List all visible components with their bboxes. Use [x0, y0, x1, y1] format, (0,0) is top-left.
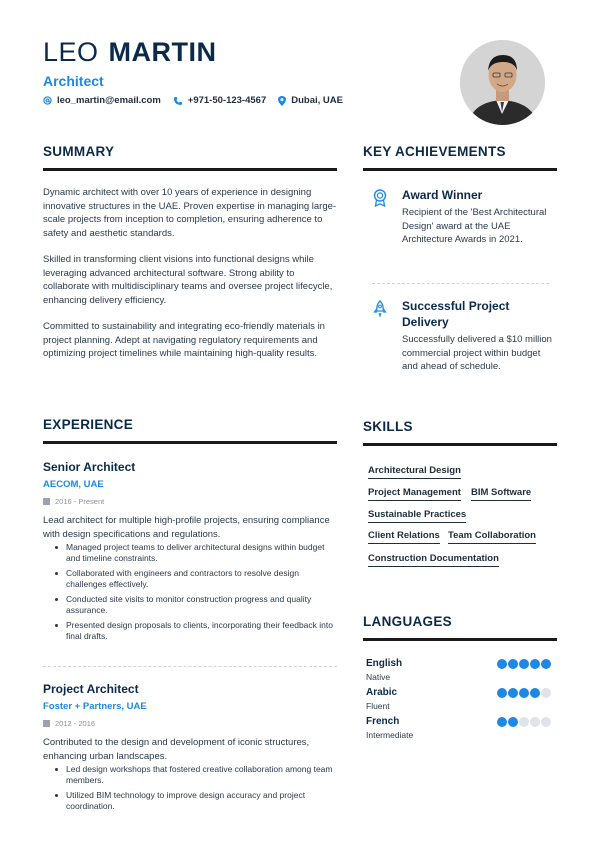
- job-company: Foster + Partners, UAE: [43, 701, 147, 712]
- job-title: Senior Architect: [43, 460, 136, 474]
- summary-paragraph-1: Dynamic architect with over 10 years of experience in designing innovative structures in the UAE. Proven expertise in managing large-scale projects from inception to completion, ensuring adherence to safety and aesthetic standards.: [43, 187, 337, 239]
- location-text: Dubai, UAE: [291, 95, 343, 106]
- summary-paragraph-3: Committed to sustainability and integrating eco-friendly materials in project planning. Adept at navigating regulatory requirements and optimizing project timelines while maintaining high-quality results.: [43, 321, 325, 359]
- summary-rule: [43, 168, 337, 171]
- skill-tag: Architectural Design: [368, 465, 461, 479]
- achievement-description: Successfully delivered a $10 million commercial project within budget and ahead of schedule.: [402, 334, 552, 372]
- rating-dot-empty: [530, 717, 540, 727]
- language-name: French: [366, 716, 400, 727]
- skills-heading: SKILLS: [363, 419, 413, 434]
- summary-paragraph-2: Skilled in transforming client visions into functional designs while leveraging advanced architectural software. Strong ability to collaborate with multidisciplinary teams and oversee project lifecycle, enhancing delivery efficiency.: [43, 254, 333, 306]
- rating-dot-filled: [530, 659, 540, 669]
- rocket-icon: [372, 300, 388, 318]
- at-icon: [43, 96, 52, 105]
- skill-tag: Sustainable Practices: [368, 509, 466, 523]
- experience-heading: EXPERIENCE: [43, 417, 134, 432]
- achievement-title: Successful Project Delivery: [402, 299, 510, 329]
- rating-dot-filled: [497, 659, 507, 669]
- contact-phone[interactable]: [173, 95, 266, 106]
- languages-rule: [363, 638, 557, 641]
- calendar-icon: [43, 720, 50, 727]
- achievements-heading: KEY ACHIEVEMENTS: [363, 144, 506, 159]
- rating-dot-empty: [541, 717, 551, 727]
- language-level: Fluent: [366, 701, 390, 711]
- candidate-name: [43, 36, 217, 68]
- language-name: Arabic: [366, 687, 398, 698]
- language-rating: [497, 717, 552, 727]
- language-rating: [497, 659, 552, 669]
- job-summary: Contributed to the design and development of iconic structures, enhancing urban landscapes.: [43, 737, 310, 762]
- skill-tag: Construction Documentation: [368, 553, 499, 567]
- skill-tag: Project Management: [368, 487, 461, 501]
- profile-photo: [460, 40, 545, 125]
- job-role: Architect: [43, 73, 104, 89]
- skills-rule: [363, 443, 557, 446]
- rating-dot-filled: [508, 688, 518, 698]
- list-item: Managed project teams to deliver architectural designs within budget and timeline constraints.: [55, 542, 337, 564]
- rating-dot-empty: [519, 717, 529, 727]
- language-rating: [497, 688, 552, 698]
- rating-dot-filled: [497, 717, 507, 727]
- job-dates-text: 2016 - Present: [55, 497, 105, 506]
- location-pin-icon: [278, 96, 286, 106]
- rating-dot-filled: [519, 659, 529, 669]
- achievement-item: [372, 187, 557, 267]
- phone-icon: [173, 96, 183, 106]
- skill-tag: BIM Software: [471, 487, 531, 501]
- experience-rule: [43, 441, 337, 444]
- job-title: Project Architect: [43, 682, 139, 696]
- rating-dot-filled: [530, 688, 540, 698]
- job-dates-text: 2012 - 2016: [55, 719, 96, 728]
- list-item: Led design workshops that fostered creative collaboration among team members.: [55, 764, 337, 786]
- rating-dot-filled: [508, 659, 518, 669]
- language-level: Native: [366, 672, 391, 682]
- calendar-icon: [43, 498, 50, 505]
- experience-divider: [43, 666, 337, 667]
- list-item: Utilized BIM technology to improve design accuracy and project coordination.: [55, 790, 337, 812]
- rating-dot-filled: [497, 688, 507, 698]
- rating-dot-empty: [541, 688, 551, 698]
- job-company: AECOM, UAE: [43, 479, 104, 490]
- languages-heading: LANGUAGES: [363, 614, 452, 629]
- achievement-title: Award Winner: [402, 188, 483, 202]
- achievement-description: Recipient of the 'Best Architectural Design' award at the UAE Architecture Awards in 2021.: [402, 207, 547, 245]
- contact-email[interactable]: [43, 95, 161, 106]
- job-dates: [43, 719, 95, 728]
- contact-location: [278, 95, 343, 106]
- achievement-divider: [372, 283, 549, 284]
- job-bullet-list: [55, 542, 337, 646]
- achievement-item: [372, 298, 557, 378]
- list-item: Conducted site visits to monitor construction progress and quality assurance.: [55, 594, 337, 616]
- phone-text: +971-50-123-4567: [187, 95, 267, 106]
- skill-tag: Client Relations: [368, 530, 440, 544]
- rating-dot-filled: [508, 717, 518, 727]
- skill-tag: Team Collaboration: [448, 530, 536, 544]
- last-name: MARTIN: [108, 37, 217, 67]
- first-name: LEO: [43, 37, 99, 67]
- job-bullet-list: [55, 764, 337, 816]
- achievements-rule: [363, 168, 557, 171]
- list-item: Collaborated with engineers and contractors to resolve design challenges effectively.: [55, 568, 337, 590]
- contact-bar: [43, 95, 355, 106]
- email-text: leo_martin@email.com: [57, 95, 161, 106]
- rating-dot-filled: [541, 659, 551, 669]
- language-level: Intermediate: [366, 730, 414, 740]
- summary-heading: SUMMARY: [43, 144, 115, 159]
- list-item: Presented design proposals to clients, incorporating their feedback into final drafts.: [55, 620, 337, 642]
- job-dates: [43, 497, 104, 506]
- rating-dot-filled: [519, 688, 529, 698]
- language-name: English: [366, 658, 403, 669]
- award-ribbon-icon: [372, 189, 388, 207]
- job-summary: Lead architect for multiple high-profile projects, ensuring compliance with design specifications and regulations.: [43, 515, 330, 540]
